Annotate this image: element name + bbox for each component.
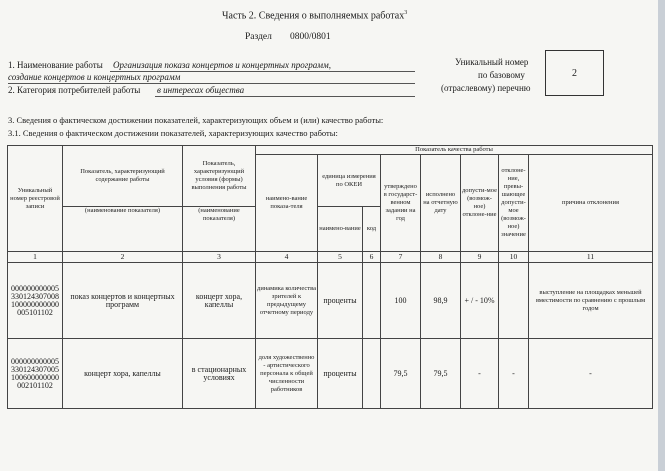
cell-exceeding — [499, 263, 529, 339]
cell-unique-number: 000000000005 330124307005 100600000000 002101102 — [8, 339, 63, 409]
section-3-1-title: 3.1. Сведения о фактическом достижении показателей, характеризующих качество работы: — [8, 128, 338, 138]
cell-conditions: концерт хора, капеллы — [183, 263, 256, 339]
cell-reason: выступление на площадках меньшей вместимости по сравнению с прошлым годом — [529, 263, 653, 339]
consumers-label: 2. Категория потребителей работы — [8, 85, 141, 95]
consumers-value: в интересах общества — [157, 85, 245, 95]
col-number: 6 — [363, 252, 381, 263]
col-number: 9 — [461, 252, 499, 263]
th-conditions: Показатель, характеризующий условия (формы) выполнения работы — [183, 146, 256, 207]
th-indicator-name: наимено-вание показа-теля — [256, 155, 318, 252]
unique-number-box: 2 — [545, 50, 604, 96]
th-allowed-deviation: допусти-мое (возмож-ное) отклоне-ние — [461, 155, 499, 252]
th-quality: Показатель качества работы — [256, 146, 653, 155]
column-numbers-row — [8, 252, 653, 263]
cell-unit: проценты — [318, 263, 363, 339]
th-exceeding-deviation: отклоне-ние, превы-шающее допусти-мое (возмож-ное) значение — [499, 155, 529, 252]
cell-actual: 98,9 — [421, 263, 461, 339]
consumers-underline — [155, 96, 415, 97]
cell-reason: - — [529, 339, 653, 409]
cell-exceeding: - — [499, 339, 529, 409]
section-number: 0800/0801 — [290, 32, 331, 42]
col-number: 10 — [499, 252, 529, 263]
col-number: 3 — [183, 252, 256, 263]
part-title-footnote: 3 — [404, 10, 408, 16]
work-name-label: 1. Наименование работы — [8, 60, 103, 70]
unique-label-3: (отраслевому) перечню — [441, 83, 531, 93]
table-row — [8, 339, 653, 409]
col-number: 7 — [381, 252, 421, 263]
th-approved: утверждено в государст-венном задании на год — [381, 155, 421, 252]
work-name-underline-2 — [8, 83, 415, 84]
th-content-sub: (наименование показателя) — [63, 207, 183, 252]
col-number: 8 — [421, 252, 461, 263]
th-unit-code: код — [363, 207, 381, 252]
cell-indicator-name: динамика количества зрителей к предыдущему отчетному периоду — [256, 263, 318, 339]
th-actual: исполнено на отчетную дату — [421, 155, 461, 252]
th-unit-name: наимено-вание — [318, 207, 363, 252]
cell-actual: 79,5 — [421, 339, 461, 409]
cell-unit-code — [363, 339, 381, 409]
cell-content: концерт хора, капеллы — [63, 339, 183, 409]
col-number: 1 — [8, 252, 63, 263]
cell-unique-number: 000000000005 330124307008 100000000000 005101102 — [8, 263, 63, 339]
section-3-title: 3. Сведения о фактическом достижении показателей, характеризующих объем и (или) качество работы: — [8, 115, 384, 125]
th-content: Показатель, характеризующий содержание работы — [63, 146, 183, 207]
table-row — [8, 263, 653, 339]
work-name-value: Организация показа концертов и концертных программ, — [113, 60, 331, 70]
col-number: 5 — [318, 252, 363, 263]
unique-label-2: по базовому — [478, 70, 525, 80]
cell-approved: 79,5 — [381, 339, 421, 409]
section-label: Раздел — [245, 32, 272, 42]
cell-allowed: + / - 10% — [461, 263, 499, 339]
th-unit: единица измерения по ОКЕИ — [318, 155, 381, 207]
col-number: 11 — [529, 252, 653, 263]
work-name-value-2: создание концертов и концертных программ — [8, 72, 181, 82]
th-reason: причина отклонения — [529, 155, 653, 252]
cell-unit-code — [363, 263, 381, 339]
th-unique-number: Уникальный номер реестровой записи — [8, 146, 63, 252]
cell-conditions: в стационарных условиях — [183, 339, 256, 409]
part-title — [222, 10, 407, 21]
th-conditions-sub: (наименование показателя) — [183, 207, 256, 252]
cell-allowed: - — [461, 339, 499, 409]
cell-content: показ концертов и концертных программ — [63, 263, 183, 339]
part-title-text: Часть 2. Сведения о выполняемых работах — [222, 10, 405, 22]
unique-label-1: Уникальный номер — [455, 57, 529, 67]
col-number: 4 — [256, 252, 318, 263]
cell-approved: 100 — [381, 263, 421, 339]
col-number: 2 — [63, 252, 183, 263]
cell-indicator-name: доля художественно - артистического персонала к общей численности работников — [256, 339, 318, 409]
cell-unit: проценты — [318, 339, 363, 409]
quality-table — [7, 145, 653, 409]
